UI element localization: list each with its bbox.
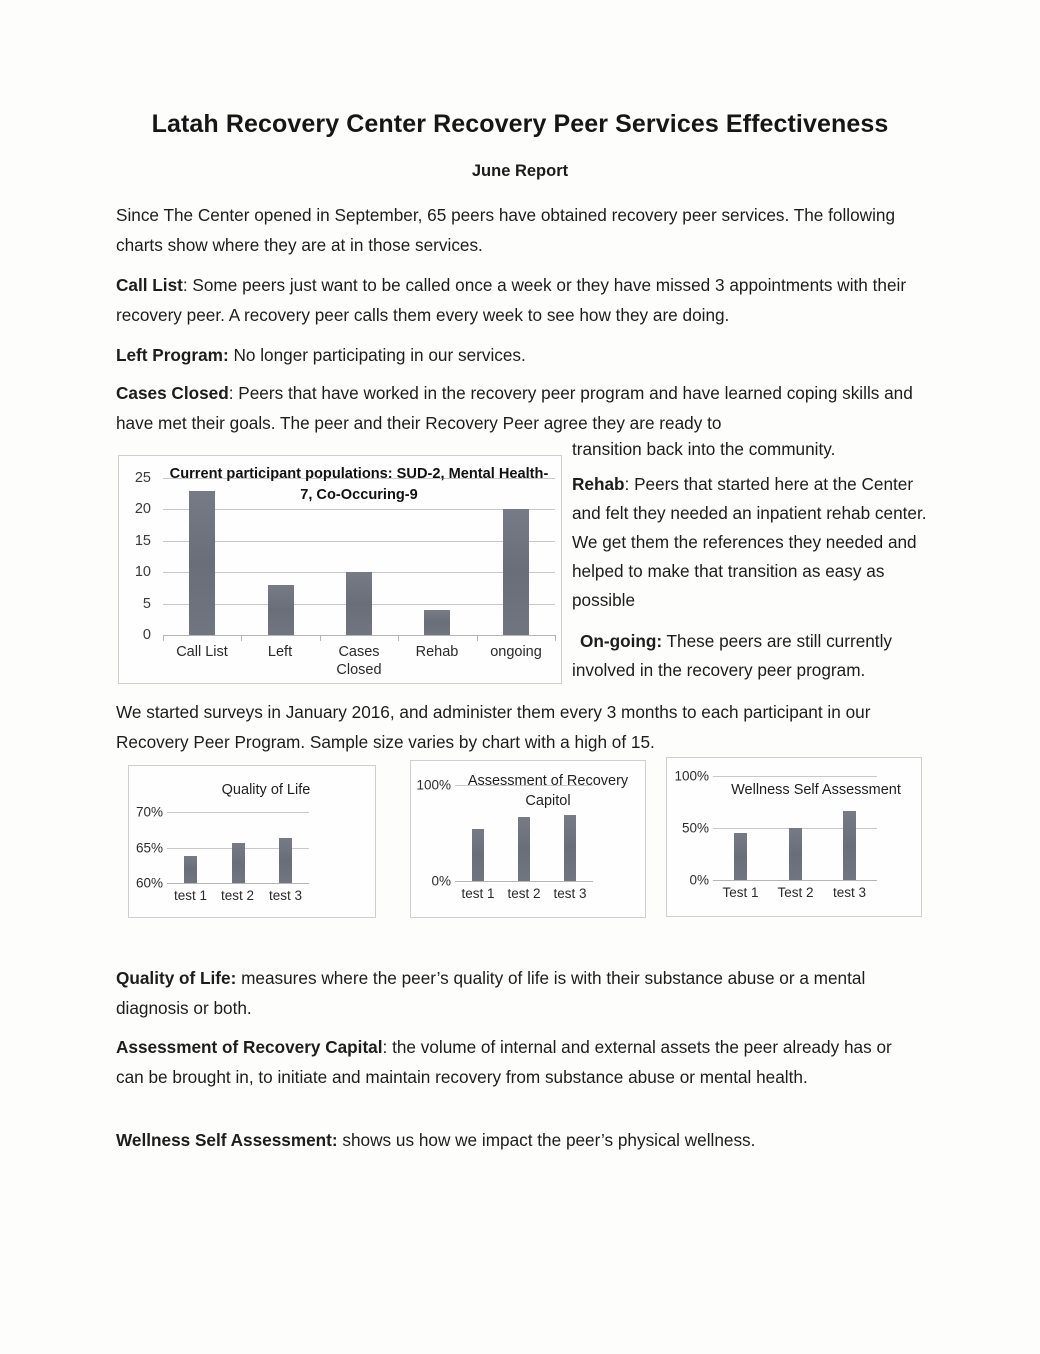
gridline <box>163 509 555 510</box>
chart-participant-populations <box>118 455 562 684</box>
bar <box>843 811 856 880</box>
transition-text: transition back into the community. <box>572 439 836 459</box>
y-axis-tick-label: 25 <box>134 470 151 486</box>
arc-text: : the volume of internal and external assets the peer already has or can be brought in, to initiate and maintain recovery from substance abuse or mental health. <box>116 1037 892 1087</box>
x-axis-tick-label: Rehab <box>415 644 459 660</box>
y-axis-tick-label: 5 <box>142 596 151 612</box>
wsa-text: shows us how we impact the peer’s physical wellness. <box>337 1130 756 1150</box>
y-axis-tick-label: 0% <box>431 873 451 889</box>
qol-label: Quality of Life: <box>116 968 237 988</box>
gridline <box>163 541 555 542</box>
bar <box>789 828 802 880</box>
bar <box>734 833 747 880</box>
chart-quality-of-life <box>128 765 376 918</box>
bar <box>472 829 484 881</box>
y-axis-tick-label: 100% <box>674 768 709 784</box>
x-axis-tick-label: test 2 <box>507 886 541 901</box>
rehab-text: : Peers that started here at the Center and felt they needed an inpatient rehab center. We get them the references they needed and helped to make that transition as easy as possible <box>572 474 927 610</box>
call-list-label: Call List <box>116 275 183 295</box>
x-axis-tick-label: test 3 <box>553 886 587 901</box>
bar <box>189 491 215 635</box>
x-axis-tick-label: ongoing <box>490 644 542 660</box>
bar <box>346 572 372 635</box>
y-axis-tick-label: 100% <box>416 777 451 793</box>
x-axis-tick-label: test 3 <box>268 888 303 903</box>
paragraph-quality-of-life <box>116 963 916 1023</box>
bar <box>268 585 294 635</box>
axis-tick <box>555 635 556 641</box>
y-axis-tick-label: 50% <box>681 820 709 836</box>
ongoing-label: On-going: <box>580 631 663 651</box>
x-axis-line <box>455 881 593 882</box>
chart-assessment-of-recovery-capitol <box>410 760 646 918</box>
paragraph-survey <box>116 697 936 757</box>
paragraph-cases-closed <box>116 378 916 438</box>
qol-text: measures where the peer’s quality of life is with their substance abuse or a mental diagnosis or both. <box>116 968 866 1018</box>
y-axis-tick-label: 60% <box>135 875 163 891</box>
chart-title: Current participant populations: SUD-2, Mental Health-7, Co-Occuring-9 <box>169 466 549 503</box>
ongoing-text: These peers are still currently involved in the recovery peer program. <box>572 631 892 680</box>
bar <box>503 509 529 635</box>
chart-wellness-self-assessment <box>666 757 922 917</box>
axis-tick <box>398 635 399 641</box>
paragraph-assessment-recovery-capital <box>116 1032 916 1092</box>
left-program-label: Left Program: <box>116 345 229 365</box>
gridline <box>713 776 877 777</box>
left-program-text: No longer participating in our services. <box>228 345 526 365</box>
bar <box>424 610 450 635</box>
x-axis-tick-label: test 2 <box>220 888 255 903</box>
bar <box>184 856 197 883</box>
paragraph-rehab <box>572 470 938 615</box>
gridline <box>167 812 309 813</box>
chart-title: Assessment of Recovery Capitol <box>467 773 629 809</box>
rehab-label: Rehab <box>572 474 625 494</box>
paragraph-left-program <box>116 340 916 370</box>
axis-tick <box>320 635 321 641</box>
wsa-label: Wellness Self Assessment: <box>116 1130 338 1150</box>
page-title: Latah Recovery Center Recovery Peer Services Effectiveness <box>151 110 889 138</box>
x-axis-tick-label: Test 1 <box>722 885 759 900</box>
y-axis-tick-label: 70% <box>135 804 163 820</box>
x-axis-line <box>167 883 309 884</box>
cases-closed-text: : Peers that have worked in the recovery peer program and have learned coping skills and have met their goals. The peer and their Recovery Peer agree they are ready to <box>116 383 913 433</box>
x-axis-tick-label: test 1 <box>461 886 495 901</box>
axis-tick <box>241 635 242 641</box>
y-axis-tick-label: 20 <box>134 501 151 517</box>
x-axis-tick-label: test 3 <box>832 885 867 900</box>
x-axis-tick-label: test 1 <box>173 888 208 903</box>
page-subtitle: June Report <box>471 162 569 180</box>
y-axis-tick-label: 0% <box>689 872 709 888</box>
axis-tick <box>163 635 164 641</box>
chart-title: Wellness Self Assessment <box>731 782 901 798</box>
cases-closed-label: Cases Closed <box>116 383 229 403</box>
bar <box>564 815 576 881</box>
bar <box>518 817 530 881</box>
paragraph-intro <box>116 200 916 260</box>
x-axis-line <box>163 635 555 636</box>
y-axis-tick-label: 65% <box>135 840 163 856</box>
x-axis-tick-label: Left <box>267 644 293 660</box>
x-axis-tick-label: Test 2 <box>777 885 814 900</box>
bar <box>232 843 245 883</box>
call-list-text: : Some peers just want to be called once a week or they have missed 3 appointments with their recovery peer. A recovery peer calls them every week to see how they are doing. <box>116 275 907 325</box>
chart-title: Quality of Life <box>221 782 311 798</box>
paragraph-call-list <box>116 270 916 330</box>
x-axis-tick-label: Call List <box>176 644 228 660</box>
intro-text: Since The Center opened in September, 65 peers have obtained recovery peer services. The following charts show where they are at in those services. <box>116 205 896 255</box>
survey-text: We started surveys in January 2016, and administer them every 3 months to each participant in our Recovery Peer Program. Sample size varies by chart with a high of 15. <box>116 702 871 752</box>
x-axis-tick-label: Cases Closed <box>336 644 382 678</box>
paragraph-transition <box>572 435 938 464</box>
paragraph-wellness-self-assessment <box>116 1125 916 1155</box>
y-axis-tick-label: 10 <box>134 564 151 580</box>
axis-tick <box>477 635 478 641</box>
y-axis-tick-label: 0 <box>142 627 151 643</box>
x-axis-line <box>713 880 877 881</box>
y-axis-tick-label: 15 <box>134 533 151 549</box>
bar <box>279 838 292 883</box>
paragraph-ongoing <box>572 627 938 685</box>
arc-label: Assessment of Recovery Capital <box>116 1037 383 1057</box>
